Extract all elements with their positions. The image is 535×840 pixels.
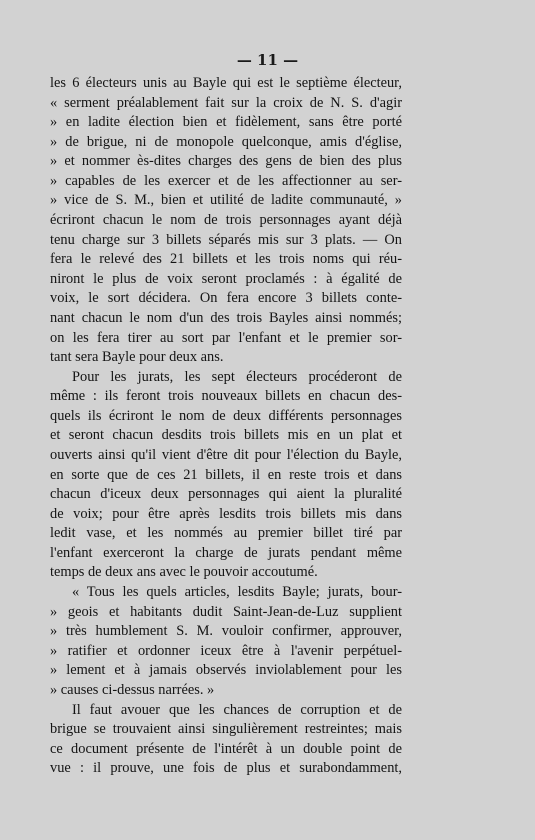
text-line: » causes ci-dessus narrées. » (50, 681, 215, 698)
text-line: les 6 électeurs unis au Bayle qui est le septième électeur, (50, 75, 402, 91)
text-line: » lement et à jamais observés inviolablement pour les (50, 662, 402, 679)
text-line: on les fera tirer au sort par l'enfant et le premier sor- (50, 329, 402, 346)
text-line: et seront chacun desdits trois billets mis en un plat et (50, 427, 402, 444)
text-line: fera le relevé des 21 billets et les trois noms qui réu- (50, 251, 402, 268)
text-line: » capables de les exercer et de les affectionner au ser- (50, 172, 402, 189)
text-line: ledit vase, et les nommés au premier billet tiré par (50, 525, 402, 542)
text-line: voix, le sort décidera. On fera encore 3 billets conte- (50, 290, 402, 307)
text-line: » vice de S. M., bien et utilité de ladite communauté, » (50, 192, 402, 209)
text-line: de voix; pour être après lesdits trois billets mis dans (50, 505, 402, 522)
body-text (50, 74, 402, 779)
text-line: » très humblement S. M. vouloir confirmer, approuver, (50, 623, 402, 640)
text-line: « serment préalablement fait sur la croix de N. S. d'agir (50, 94, 402, 111)
text-line: même : ils feront trois nouveaux billets en chacun des- (50, 388, 402, 405)
text-line: » geois et habitants dudit Saint-Jean-de-Luz supplient (50, 603, 402, 620)
text-line: l'enfant exerceront la charge de jurats pendant même (50, 544, 402, 561)
text-line: ouverts ainsi qu'il vient d'être dit pour l'élection du Bayle, (50, 446, 402, 463)
text-line: tenu charge sur 3 billets séparés mis sur 3 plats. — On (50, 231, 402, 248)
text-line: » de brigue, ni de monopole quelconque, amis d'église, (50, 133, 402, 150)
text-line: ce document présente de l'intérêt à un double point de (50, 740, 402, 757)
text-line: nant chacun le nom d'un des trois Bayles ainsi nommés; (50, 309, 402, 326)
text-line: en sorte que de ces 21 billets, il en reste trois et dans (50, 466, 402, 483)
text-line: « Tous les quels articles, lesdits Bayle; jurats, bour- (72, 584, 402, 601)
page-number: — 11 — (236, 51, 299, 69)
text-line: Il faut avouer que les chances de corruption et de (72, 701, 402, 718)
paragraph (50, 701, 402, 779)
text-line: quels ils écriront le nom de deux différents personnages (50, 407, 402, 424)
paragraph (50, 368, 402, 583)
paragraph (50, 74, 402, 368)
text-line: Pour les jurats, les sept électeurs procéderont de (72, 368, 402, 385)
text-line: écriront chacun le nom de trois personnages ayant déjà (50, 212, 402, 229)
text-line: » en ladite élection bien et fidèlement, sans être porté (50, 114, 402, 131)
text-line: » ratifier et ordonner iceux être à l'avenir perpétuel- (50, 642, 402, 659)
text-line: niront le plus de voix seront proclamés : à égalité de (50, 270, 402, 287)
text-line: temps de deux ans avec le pouvoir accoutumé. (50, 564, 318, 581)
text-line: brigue se trouvaient ainsi singulièrement restreintes; mais (50, 721, 402, 738)
text-line: tant sera Bayle pour deux ans. (50, 349, 224, 366)
paragraph (50, 583, 402, 700)
text-line: chacun d'iceux deux personnages qui aient la pluralité (50, 486, 402, 503)
text-line: » et nommer ès-dites charges des gens de bien des plus (50, 153, 402, 170)
text-line: vue : il prouve, une fois de plus et surabondamment, (50, 760, 402, 777)
